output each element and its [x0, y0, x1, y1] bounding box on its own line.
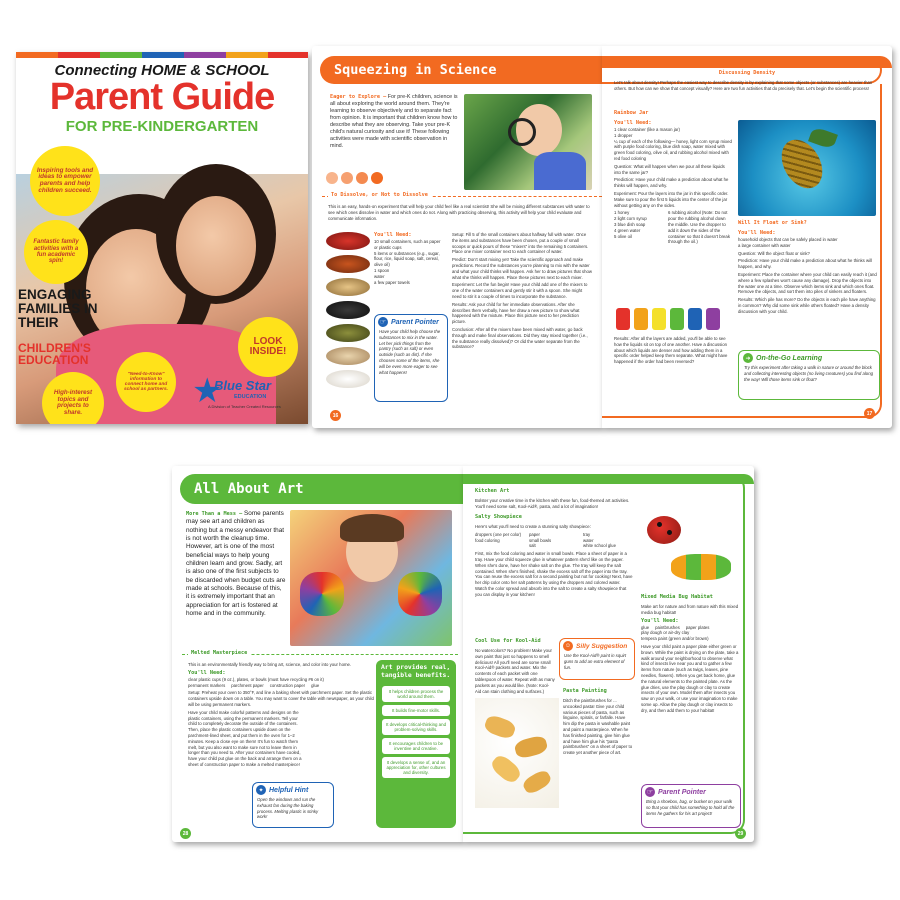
cover-burst-tools: Inspiring tools and ideas to empower parents and help children succeed.	[30, 146, 100, 216]
spoon-herb	[326, 324, 370, 342]
layer-item: 1 honey	[614, 210, 630, 216]
spoon-pepper	[326, 301, 370, 319]
salty-title: Salty Showpiece	[475, 514, 522, 520]
rainbow-column	[614, 120, 732, 245]
spoon-salt	[326, 370, 370, 388]
bug-need: paintbrushes	[655, 624, 680, 630]
page-number: 29	[735, 828, 746, 839]
cover-eyebrow: Connecting HOME & SCHOOL	[54, 62, 270, 79]
melted-need: construction paper	[269, 682, 306, 688]
rainbow-prediction: Prediction: Have your child make a prediction about what he thinks will happen, and why.	[614, 177, 729, 189]
pasta-piece	[521, 768, 553, 796]
lightbulb-icon: ✦	[256, 785, 266, 795]
dot	[326, 172, 338, 184]
logo-publisher: A Division of Teacher Created Resources	[208, 404, 281, 409]
need-item: 5 items or substances (e.g., sugar, flour, rice, liquid soap, salt, cereal, olive oil)	[374, 250, 440, 268]
salty-need: water	[583, 537, 594, 543]
page-header: All About Art	[180, 474, 463, 504]
cover-headline: ENGAGING FAMILIES IN THEIR	[18, 287, 98, 330]
parent-pointer-box	[641, 784, 741, 828]
hint-title: Helpful Hint	[269, 786, 309, 794]
bug-steps: Have your child paint a paper plate either green or brown. While the paint is drying on the plate, take a walk around your neighborhood to observe what kind of insects live near you and to gather a few items from nature (such as twigs, leaves, pine needles, flowers). When you get back home, glue the natural elements to the painted plate. As the glue dries, use the play dough or clay to create insects of your own. Model them after insects you saw on your walk, or use your imagination to make some up. Allow the play dough or clay insects to dry, and then add them to your habitat!	[641, 644, 739, 713]
cover-need-to-know: "Need-to-Know" information to connect home and school as partners.	[116, 352, 176, 412]
rainbow-need: ¼ cup of each of the following— honey, light corn syrup mixed with purple food coloring, blue dish soap, water mixed with green food coloring, olive oil, and rubbing alcohol mixed with red food coloring	[614, 138, 732, 161]
melted-column	[188, 662, 374, 768]
pasta-text: Ditch the paintbrushes for ... uncooked pasta! Give your child various pieces of pasta, such as linguine, spirals, or farfalle. Have him dip the pasta in washable paint and paint a masterpiece. When he has finished painting, give him glue and have him glue his "pasta paintbrushes" on a sheet of paper to create yet another piece of art.	[563, 698, 633, 756]
helpful-hint-box	[252, 782, 334, 828]
kitchen-intro: Bolster your creative time in the kitchen with these fun, food-themed art activities. You'll need some salt, Kool-Aid®, pasta, and a lot of imagination!	[475, 498, 630, 509]
melted-need: permanent markers	[188, 682, 226, 688]
pineapple-leaves	[808, 126, 838, 150]
otg-text: Try this experiment after taking a walk in nature or around the block and collecting interesting objects (no living creatures) you find along the way! Will those items sink or float?	[744, 365, 873, 382]
more-than-mess	[186, 510, 286, 618]
float-need: household objects that can be safely placed in water	[738, 237, 838, 243]
section-dissolve-title: To Dissolve, or Not to Dissolve	[328, 192, 431, 198]
cover-stripe	[142, 52, 184, 58]
need-item: 10 small containers, such as paper or plastic cups	[374, 239, 441, 250]
melted-need: parchment paper	[231, 682, 264, 688]
pasta-piece	[489, 752, 524, 785]
intro-lead: Eager to Explore —	[330, 94, 387, 100]
page-number: 28	[180, 828, 191, 839]
float-title: Will It Float or Sink?	[738, 220, 807, 226]
salty-need: droppers (one per color)	[475, 531, 522, 537]
salty-need: paper	[529, 531, 540, 537]
photo-girl-magnifier	[464, 94, 592, 190]
jar-yellow	[652, 308, 666, 330]
section-dissolve-text: This is an easy, hands-on experiment that will help your child feel like a real scientist! She will be mixing different substances with water to see which ones dissolve in water and which ones do not. Along with practicing observing, this activity will help your child evaluate and communicate information.	[328, 204, 590, 221]
girl-face	[176, 196, 256, 296]
rainbow-results: Results: After all the layers are added, you'll be able to see how the liquids sit on top of one another. Have a discussion about which liquids are denser and how adding them in a specific order helped keep them separate. What might have happened if the order had been reversed?	[614, 336, 728, 365]
melted-setup: Setup: Preheat your oven to 350°F, and line a baking sheet with parchment paper. Set the plastic containers upside down on a table. You may want to cover the table with newspaper, as your child will be using permanent markers.	[188, 690, 374, 707]
layer-item: 4 green water	[614, 227, 641, 233]
spoon-red	[326, 232, 370, 250]
photo-pasta	[475, 698, 559, 808]
setup-text: Setup: Fill 5 of the small containers about halfway full with water. Once the items and substances have been chosen, put a couple of small scoops or quick pours of these "mixers" into the remaining 5 containers. Place one mixer container next to each container of water.	[452, 232, 589, 255]
cover-stripe	[184, 52, 226, 58]
jar-orange	[634, 308, 648, 330]
silly-suggestion-box	[559, 638, 635, 680]
page-header-band	[463, 474, 754, 484]
kitchen-title: Kitchen Art	[475, 488, 510, 494]
silly-text: Use the Kool-Aid® paint in squirt guns to add an extra element of fun.	[564, 653, 627, 670]
child-shirt	[534, 152, 586, 190]
melted-need: clear plastic cups (9 oz.), plates, or bowls (must have recycling #6 on it)	[188, 676, 324, 682]
need-label: You'll Need:	[641, 617, 679, 624]
bug-column	[641, 604, 739, 714]
benefit-item: It helps children process the world around them.	[382, 686, 450, 702]
predict-text: Predict: Don't start mixing yet! Take the scientific approach and make predictions. Record the substances you're planning to mix with the water and what your child thinks will happen. Ask her to draw pictures that show what she thinks will happen. Place these pictures next to each mixer.	[452, 257, 592, 280]
page-28	[172, 466, 463, 842]
dot	[371, 172, 383, 184]
cover-stripe	[268, 52, 308, 58]
float-experiment: Experiment: Place the container where your child can easily reach it (and where a few splashes won't cause any damage). Drop the objects into the water one at a time. Observe which items sink and which ones float. Remove the objects, and sort them into piles of sinkers and floaters.	[738, 272, 877, 295]
cover-title: Parent Guide	[49, 76, 275, 118]
logo-name: Blue Star	[214, 378, 272, 393]
otg-title: On-the-Go Learning	[756, 354, 823, 362]
ladybug-spot	[657, 522, 662, 527]
salty-intro: Here's what you'll need to create a stunning salty showpiece:	[475, 524, 591, 529]
layer-item: 5 olive oil	[614, 233, 632, 239]
photo-pineapple-water	[738, 120, 876, 216]
rainbow-experiment: Experiment: Pour the layers into the jar in this specific order. Make sure to pour the first 5 liquids into the center of the jar without getting any on the sides.	[614, 190, 729, 208]
painted-hand-right	[398, 572, 442, 616]
conclusion-text: Conclusion: After all the mixers have been mixed with water, go back through and make final observations. Did they stay mixed together (i.e., the substance really dissolved)? Or did the water separate from the substance?	[452, 326, 588, 350]
substance-spoons	[326, 232, 370, 388]
cover-burst-activities: Fantastic family activities with a fun academic spin!	[24, 220, 88, 284]
page-header: Squeezing in Science	[320, 56, 602, 84]
experiment-text: Experiment: Let the fun begin! Have your child add one of the mixers to one of the water containers and gently stir it with a spoon. She might need to stir it a couple of times to incorporate the substance.	[452, 282, 588, 299]
more-lead: More Than a Mess —	[186, 511, 243, 517]
pointer-title: Parent Pointer	[658, 788, 706, 796]
bug-need: paper plates	[685, 624, 710, 630]
benefit-item: It develops critical-thinking and problem-solving skills.	[382, 719, 450, 735]
spoon-tan	[326, 278, 370, 296]
layers-list	[614, 210, 664, 245]
pasta-piece	[483, 713, 517, 740]
photo-clay-bugs	[641, 510, 737, 590]
need-item: 1 spoon	[374, 268, 390, 273]
float-need: a large container with water	[738, 242, 791, 248]
intro-body: For pre-K children, science is all about exploring the world around them. They're learning to observe objectively and to separate fact from opinion. It is important that children know how to describe what they are observing. Take your pre-K child's natural curiosity and use it! These following activities were made with scientific observation in mind.	[330, 94, 458, 150]
spoon-cumin	[326, 347, 370, 365]
cover-stripe	[100, 52, 142, 58]
dot	[356, 172, 368, 184]
cover-burst-topics: High-interest topics and projects to share.	[42, 372, 104, 424]
melted-title: Melted Masterpiece	[188, 650, 250, 656]
need-label: You'll Need:	[614, 120, 652, 126]
benefits-title: Art provides real, tangible benefits.	[381, 663, 451, 679]
benefit-item: It encourages children to be inventive and creative.	[382, 738, 450, 754]
ladybug	[647, 516, 681, 544]
child-hair	[340, 514, 404, 542]
page-16	[312, 46, 602, 428]
jar-blue	[688, 308, 702, 330]
cover-stripe	[226, 52, 268, 58]
rainbow-need: 1 clear container (like a mason jar)	[614, 127, 680, 133]
benefit-item: It builds fine-motor skills.	[382, 705, 450, 716]
jar-red	[616, 308, 630, 330]
pointer-text: Bring a shoebox, bag, or bucket on your walk so that your child has something to hold all the items he gathers for his art project!	[646, 799, 735, 816]
pasta-title: Pasta Painting	[563, 688, 607, 694]
need-label: You'll Need:	[738, 230, 776, 236]
jar-green	[670, 308, 684, 330]
pasta-piece	[513, 734, 549, 760]
photo-child-painted-hands	[290, 510, 452, 646]
pointer-icon: ☞	[646, 789, 654, 796]
colored-jars	[616, 308, 720, 330]
benefit-item: It develops a sense of, and an appreciation for, other cultures and diversity.	[382, 757, 450, 778]
cover-subtitle: FOR PRE-KINDERGARTEN	[65, 118, 259, 135]
rainbow-question: Question: What will happen when we pour all these liquids into the same jar?	[614, 163, 725, 175]
parent-pointer-box	[374, 314, 448, 402]
cover-look-inside: LOOK INSIDE!	[238, 317, 298, 377]
bug-need: play dough or air-dry clay	[641, 630, 690, 636]
smile-icon: ☺	[564, 643, 572, 649]
need-label: You'll Need:	[188, 669, 226, 676]
layer-item: 2 light corn syrup	[614, 216, 647, 222]
pointer-text: Have your child help choose the substances to mix in the water. Let her pick things from the pantry (such as salt) or even outside (such as dirt). If she chooses some of the items, she will be even more eager to see what happens!	[379, 329, 441, 375]
salty-need: salt	[529, 543, 536, 549]
float-results: Results: Which pile has more? Do the objects in each pile have anything in common? Why did some sink while others floated? Have a density discussion with your child.	[738, 297, 876, 314]
page-17	[602, 46, 892, 428]
melted-steps: Have your child make colorful patterns and designs on the plastic containers, using the permanent markers. Tell your child to completely decorate the outside of the containers. Then, place the plastic containers upside down on the parchment-lined sheet, and put them in the oven for 1–2 minutes. Keep a close eye on them! It's fun to watch them melt, but you also want to make sure not to leave them in longer than you need to. After your containers have cooled, have your child put glue on the back and arrange them on a sheet of construction paper to make a melted masterpiece!	[188, 709, 302, 767]
spoon-paprika	[326, 255, 370, 273]
layer-item: 6 rubbing alcohol (Note: Do not pour the rubbing alcohol down the middle. Use the dropper to add it down the sides of the container so that it doesn't break through the oil.)	[668, 210, 730, 245]
float-prediction: Prediction: Have your child make a prediction about what he thinks will happen, and why.	[738, 258, 872, 270]
walking-icon: ➜	[743, 353, 753, 363]
dot	[341, 172, 353, 184]
density-title: Discussing Density	[718, 70, 776, 76]
star-icon: ★	[192, 372, 223, 410]
painted-hand-left	[300, 572, 344, 616]
cool-title: Cool Use for Kool-Aid	[475, 638, 541, 644]
need-item: a few paper towels	[374, 279, 410, 285]
salty-column	[475, 524, 633, 598]
bug-need: glue	[641, 624, 650, 630]
page-number: 17	[864, 408, 875, 419]
page-header-band	[602, 56, 892, 68]
need-label: You'll Need:	[374, 232, 412, 238]
pointer-icon: ☞	[379, 319, 387, 326]
cover-stripe	[16, 52, 58, 58]
ladybug-spot	[667, 530, 672, 535]
magnifier-icon	[508, 118, 536, 146]
jar-purple	[706, 308, 720, 330]
on-the-go-box	[738, 350, 880, 400]
page-number: 16	[330, 410, 341, 421]
density-intro: Let's talk about density! Perhaps the easiest way to describe density is by explaining that some objects (or substances) are heavier than others. But how can we show that concept visually? Here are two fun activities that do precisely that. Let's begin the scientific process!	[614, 80, 873, 91]
rainbow-title: Rainbow Jar	[614, 110, 649, 116]
layer-item: 3 blue dish soap	[614, 221, 646, 227]
cover-page	[16, 52, 308, 424]
more-text: Some parents may see art and children as nothing but a messy endeavor that is not worth the cleanup time. However, art is one of the most beneficial ways to help young children learn and grow. Sadly, art is also one of the first subjects to be discarded when budget cuts are made at schools. Because of this, it is extremely important that an appreciation for art is fostered at home and in the community.	[186, 510, 286, 617]
results-text: Results: Ask your child for her immediate observations. After she describes them verbally, have her draw a new picture to show what happened with the mixture. Place this picture next to her prediction picture.	[452, 301, 580, 325]
salty-need: tray	[583, 531, 591, 537]
bug-intro: Make art for nature and from nature with this mixed media bug habitat!	[641, 604, 739, 615]
cover-headline-accent: CHILDREN'S EDUCATION	[18, 341, 91, 368]
cool-text: No watercolors? No problem! Make your own paint that just so happens to smell delicious! All you'll need are some small Kool-Aid® packets and water. Mix the contents of each packet with one tablespoon of water. Repeat with as many packets as you would like. (Note: Kool-Aid can stain clothing and surfaces.)	[475, 648, 555, 694]
melted-intro: This is an environmentally friendly way to bring art, science, and color into your home.	[188, 662, 352, 667]
melted-need: glue	[311, 682, 320, 688]
float-column	[738, 230, 878, 315]
salty-steps: First, mix the food coloring and water in small bowls. Place a sheet of paper in a tray. Have your child squeeze glue in whatever pattern she'd like on the paper. When she's done, have her shake salt on the glue. The tray will keep the salt contained. When she's finished, shake the excess salt off the paper into the tray. You can reuse the excess salt for a second painting but not for cooking! Next, have her drip color onto her salt patterns by using the droppers and colored water. Watch the color spread and absorb into the salt to create a salty showpiece that you can display in your kitchen!	[475, 551, 633, 597]
orange-dots	[326, 172, 383, 184]
pointer-title: Parent Pointer	[391, 318, 439, 326]
bug-title: Mixed Media Bug Habitat	[641, 594, 713, 600]
silly-title: Silly Suggestion	[576, 642, 628, 650]
bug-need: tempera paint (green and/or brown)	[641, 636, 709, 642]
need-item: water	[374, 273, 385, 279]
salty-need: white school glue	[583, 543, 616, 549]
caterpillar	[671, 554, 731, 580]
procedure-steps	[452, 232, 592, 350]
page-29	[463, 466, 754, 842]
salty-need: small bowls	[529, 537, 552, 543]
need-list	[374, 232, 444, 285]
cover-stripe	[58, 52, 100, 58]
hint-text: Open the windows and run the exhaust fan during the baking process. Melting plastic is stinky work!	[257, 797, 319, 820]
float-question: Question: Will the object float or sink?	[738, 250, 810, 256]
logo-sub: EDUCATION	[234, 394, 267, 400]
rainbow-need: 1 dropper	[614, 132, 633, 138]
intro-text	[330, 94, 460, 150]
salty-need: food coloring	[475, 537, 500, 543]
benefits-box	[376, 660, 456, 828]
